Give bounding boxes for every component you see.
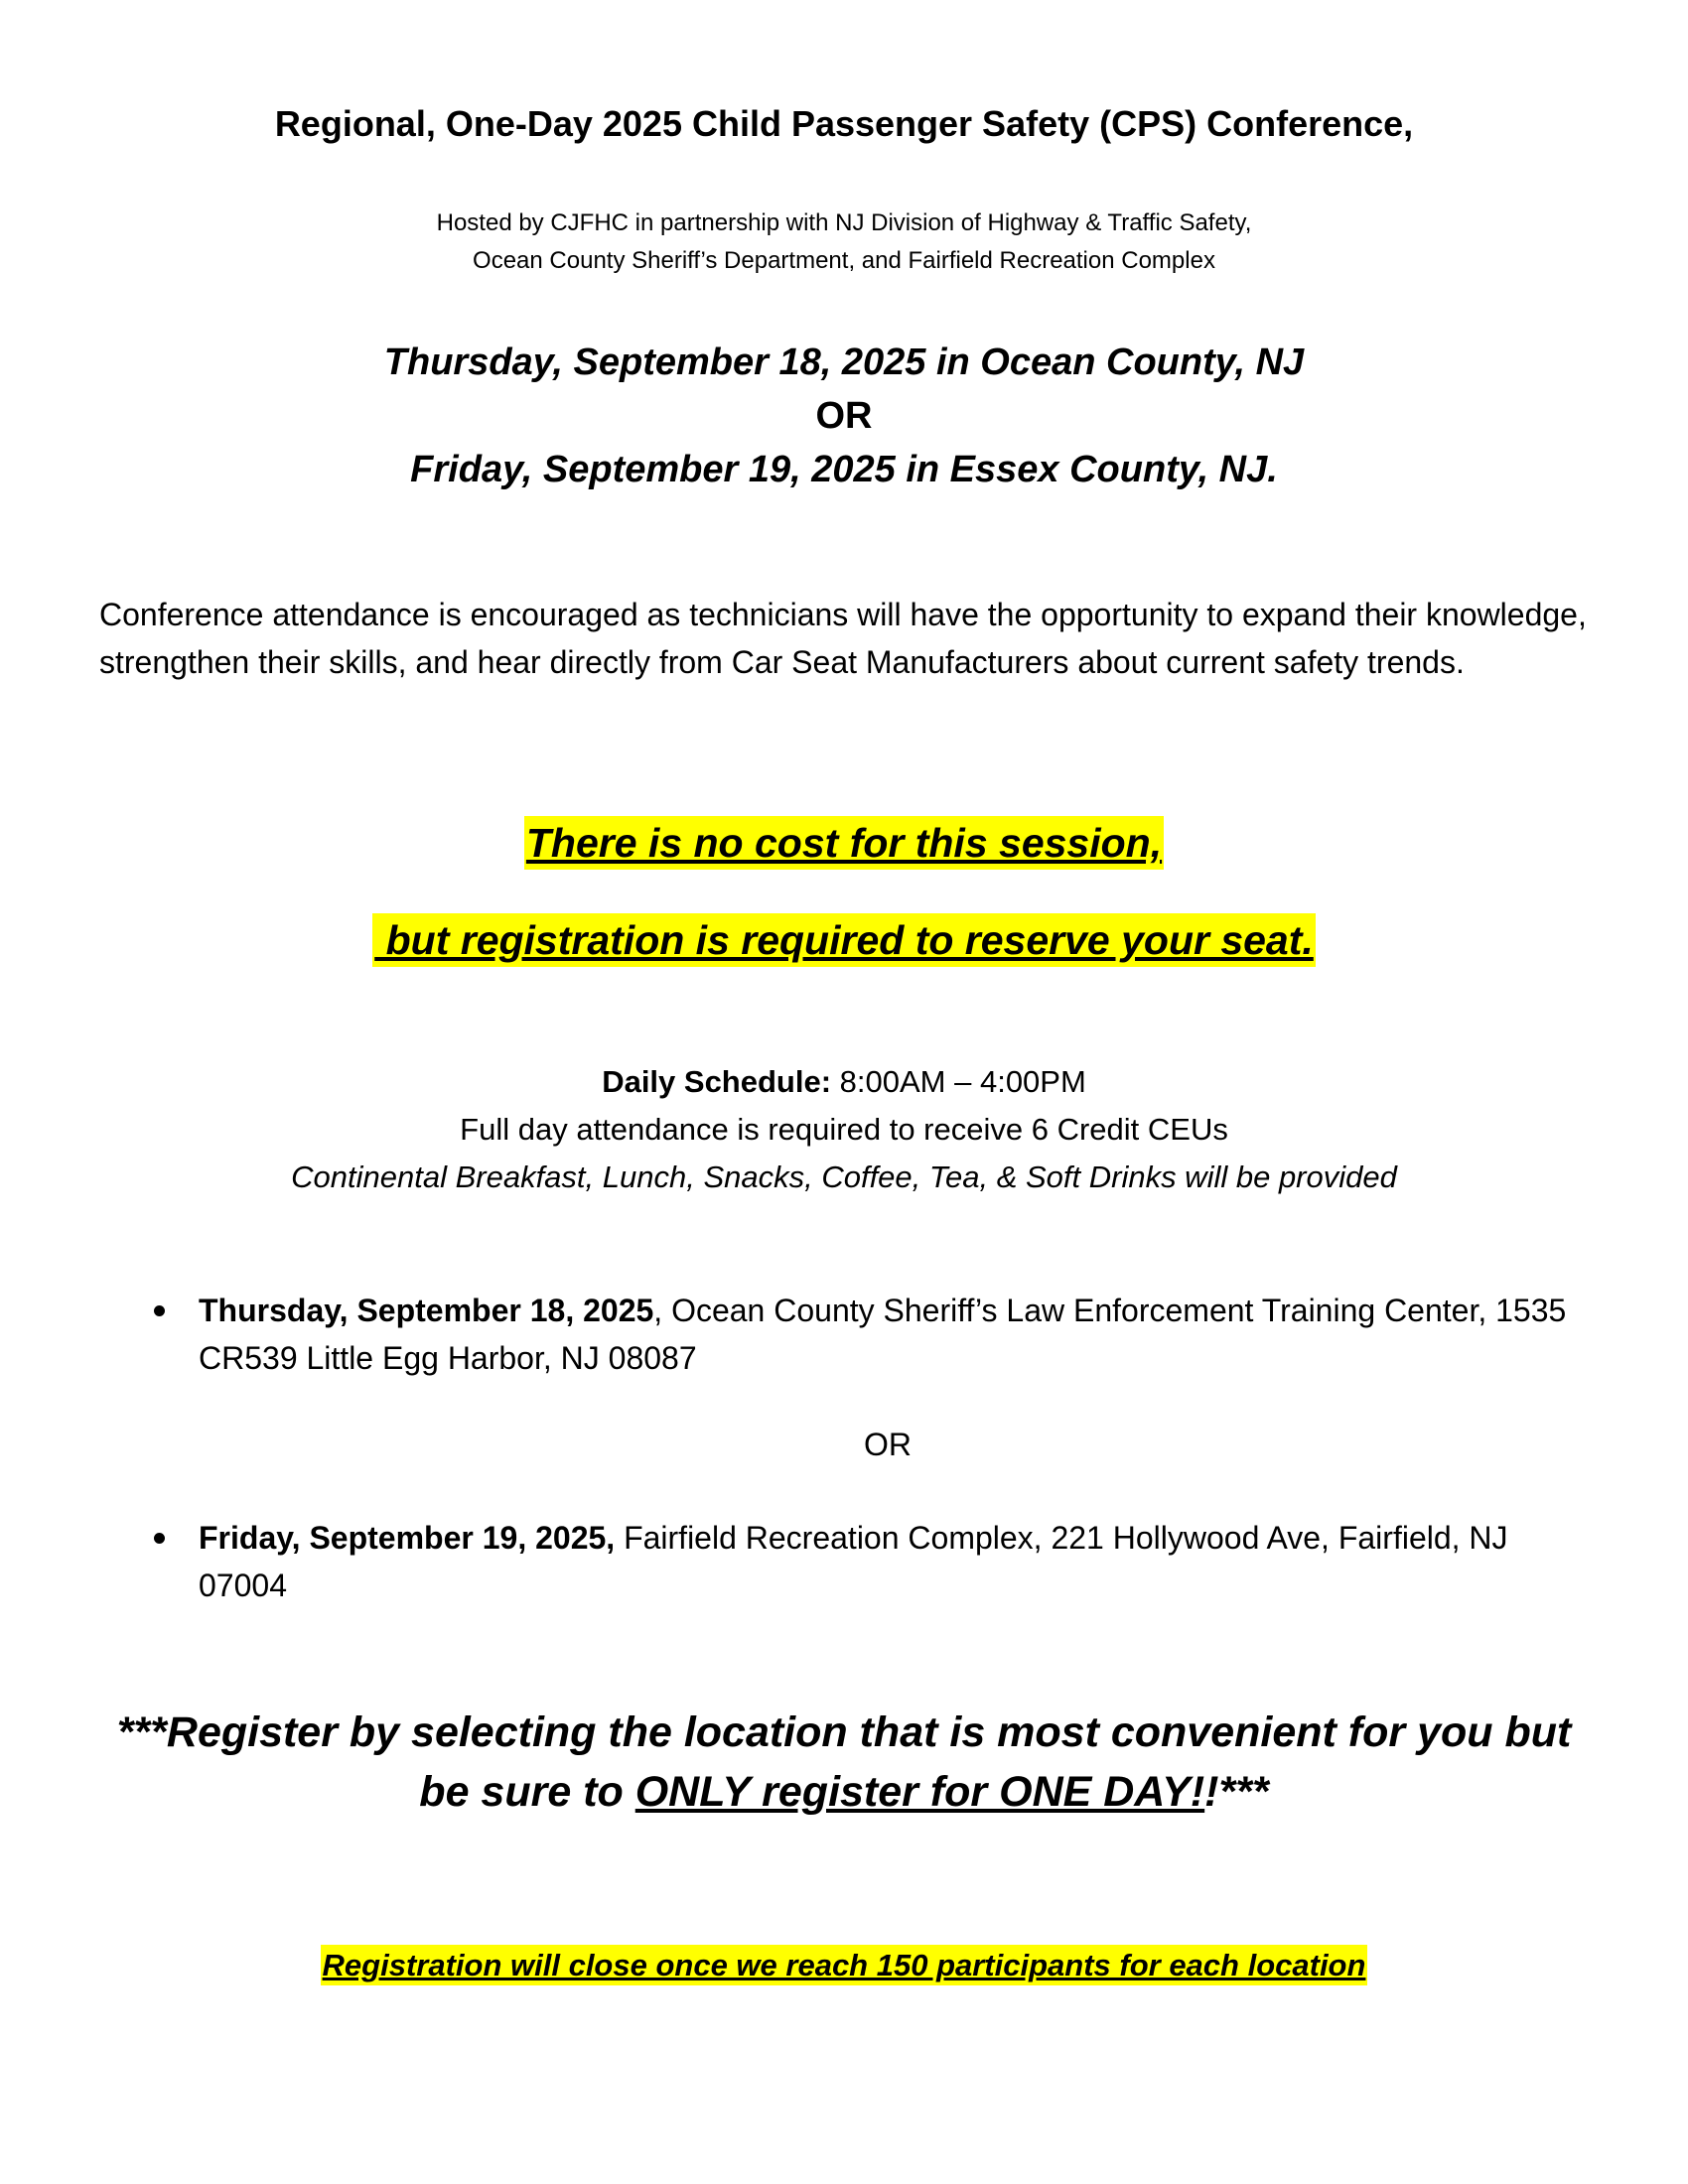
- registration-closing-notice: [0, 1948, 1688, 1983]
- food-note: Continental Breakfast, Lunch, Snacks, Coffee, Tea, & Soft Drinks will be provided: [291, 1160, 1397, 1194]
- hosted-by-block: [0, 205, 1688, 280]
- no-cost-notice: [0, 820, 1688, 867]
- date-line-2: Friday, September 19, 2025 in Essex County, NJ.: [410, 449, 1278, 490]
- registration-required-highlight: but registration is required to reserve your seat.: [372, 913, 1316, 967]
- ceu-note: Full day attendance is required to receive 6 Credit CEUs: [460, 1112, 1228, 1147]
- location-address: , Ocean County Sheriff’s Law Enforcement Training Center, 1535 CR539 Little Egg Harbor, NJ 08087: [199, 1293, 1567, 1376]
- register-line-2: [0, 1762, 1688, 1822]
- date-line-1: Thursday, September 18, 2025 in Ocean County, NJ: [383, 341, 1305, 383]
- bullet-icon: [154, 1533, 165, 1544]
- hosted-line-2: Ocean County Sheriff’s Department, and Fairfield Recreation Complex: [473, 247, 1215, 274]
- location-item-thursday: [154, 1287, 1604, 1382]
- conference-title: Regional, One-Day 2025 Child Passenger Safety (CPS) Conference,: [274, 103, 1414, 144]
- registration-required-notice: [0, 917, 1688, 964]
- location-list-1: [154, 1287, 1604, 1382]
- location-list-2: [154, 1514, 1604, 1609]
- conference-dates: [0, 336, 1688, 496]
- hosted-line-1: Hosted by CJFHC in partnership with NJ Division of Highway & Traffic Safety,: [436, 209, 1252, 236]
- intro-paragraph: Conference attendance is encouraged as technicians will have the opportunity to expand their knowledge, strengthen their skills, and hear directly from Car Seat Manufacturers about current safety trends.: [99, 597, 1587, 680]
- no-cost-highlight: There is no cost for this session,: [524, 816, 1164, 870]
- location-address: Fairfield Recreation Complex, 221 Hollywood Ave, Fairfield, NJ 07004: [199, 1520, 1517, 1603]
- location-date: Thursday, September 18, 2025: [199, 1293, 654, 1328]
- register-suffix: !***: [1204, 1768, 1269, 1816]
- schedule-label: Daily Schedule:: [602, 1064, 832, 1099]
- daily-schedule: [0, 1058, 1688, 1201]
- schedule-line: [0, 1058, 1688, 1106]
- register-prefix: be sure to: [419, 1768, 635, 1816]
- or-separator: OR: [864, 1427, 912, 1462]
- schedule-time: 8:00AM – 4:00PM: [831, 1064, 1086, 1099]
- register-line-1: ***Register by selecting the location that is most convenient for you but: [116, 1708, 1572, 1756]
- closing-highlight: Registration will close once we reach 150 participants for each location: [321, 1945, 1368, 1985]
- location-date: Friday, September 19, 2025,: [199, 1520, 616, 1556]
- date-or: OR: [815, 395, 873, 437]
- register-emphasis: ONLY register for ONE DAY!: [634, 1768, 1205, 1816]
- location-item-friday: [154, 1514, 1604, 1609]
- bullet-icon: [154, 1305, 165, 1316]
- register-instructions: [0, 1703, 1688, 1822]
